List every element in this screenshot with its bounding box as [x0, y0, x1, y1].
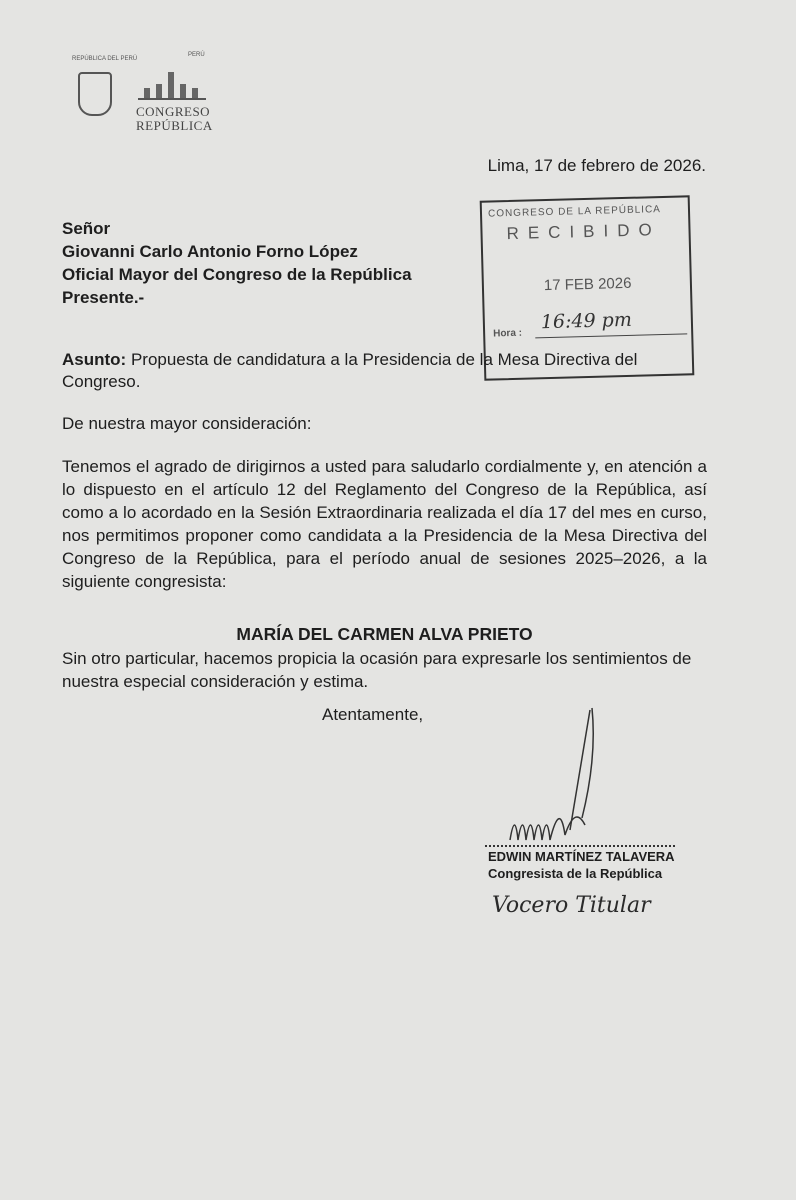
- farewell: Atentamente,: [322, 705, 424, 724]
- recipient-block: [62, 217, 412, 309]
- salutation: Señor: [62, 219, 111, 238]
- logo-peru: PERÚ: [188, 52, 205, 58]
- presente: Presente.-: [62, 288, 145, 307]
- letter-date: Lima, 17 de febrero de 2026.: [487, 156, 706, 175]
- signatory-title: Congresista de la República: [488, 866, 663, 881]
- subject: [62, 349, 707, 393]
- candidate-name: MARÍA DEL CARMEN ALVA PRIETO: [236, 624, 533, 644]
- body-paragraph: Tenemos el agrado de dirigirnos a usted para saludarlo cordialmente y, en atención a lo dispuesto en el artículo 12 del Reglamento del Congreso de la República, así como a lo acordado en la Sesión Extraordinaria realizada el día 17 del mes en curso, nos permitimos proponer como candidata a la Presidencia de la Mesa Directiva del Congreso de la República, para el período anual de sesiones 2025–2026, a la siguiente congresista:: [62, 457, 707, 591]
- signatory-name: EDWIN MARTÍNEZ TALAVERA: [488, 849, 675, 864]
- stamp-org: CONGRESO DE LA REPÚBLICA: [487, 204, 662, 220]
- closing-paragraph: Sin otro particular, hacemos propicia la ocasión para expresarle los sentimientos de nuestra especial consideración y estima.: [62, 649, 692, 691]
- seal-text: REPÚBLICA DEL PERÚ: [72, 56, 138, 62]
- stamp-hora-value: 16:49 pm: [540, 308, 633, 334]
- stamp-hora-label: Hora :: [493, 327, 523, 340]
- stamp-title: RECIBIDO: [506, 220, 661, 244]
- subject-text: Propuesta de candidatura a la Presidencia de la Mesa Directiva del Congreso.: [62, 350, 638, 391]
- stamp-date: 17 FEB 2026: [543, 274, 632, 295]
- handwritten-note: Vocero Titular: [492, 893, 651, 918]
- logo-line2: REPÚBLICA: [136, 118, 213, 133]
- signature-drawing: [480, 700, 680, 850]
- recipient-name: Giovanni Carlo Antonio Forno López: [62, 242, 358, 261]
- congress-logo: [72, 50, 212, 135]
- logo-line1: CONGRESO: [136, 104, 211, 119]
- greeting: De nuestra mayor consideración:: [62, 414, 312, 433]
- coat-of-arms-icon: [78, 72, 112, 116]
- congress-building-icon: [138, 58, 206, 100]
- signatory: [488, 848, 675, 882]
- logo-text: [136, 105, 213, 133]
- recipient-position: Oficial Mayor del Congreso de la República: [62, 265, 412, 284]
- subject-label: Asunto:: [62, 350, 127, 369]
- signature-line: [485, 845, 675, 847]
